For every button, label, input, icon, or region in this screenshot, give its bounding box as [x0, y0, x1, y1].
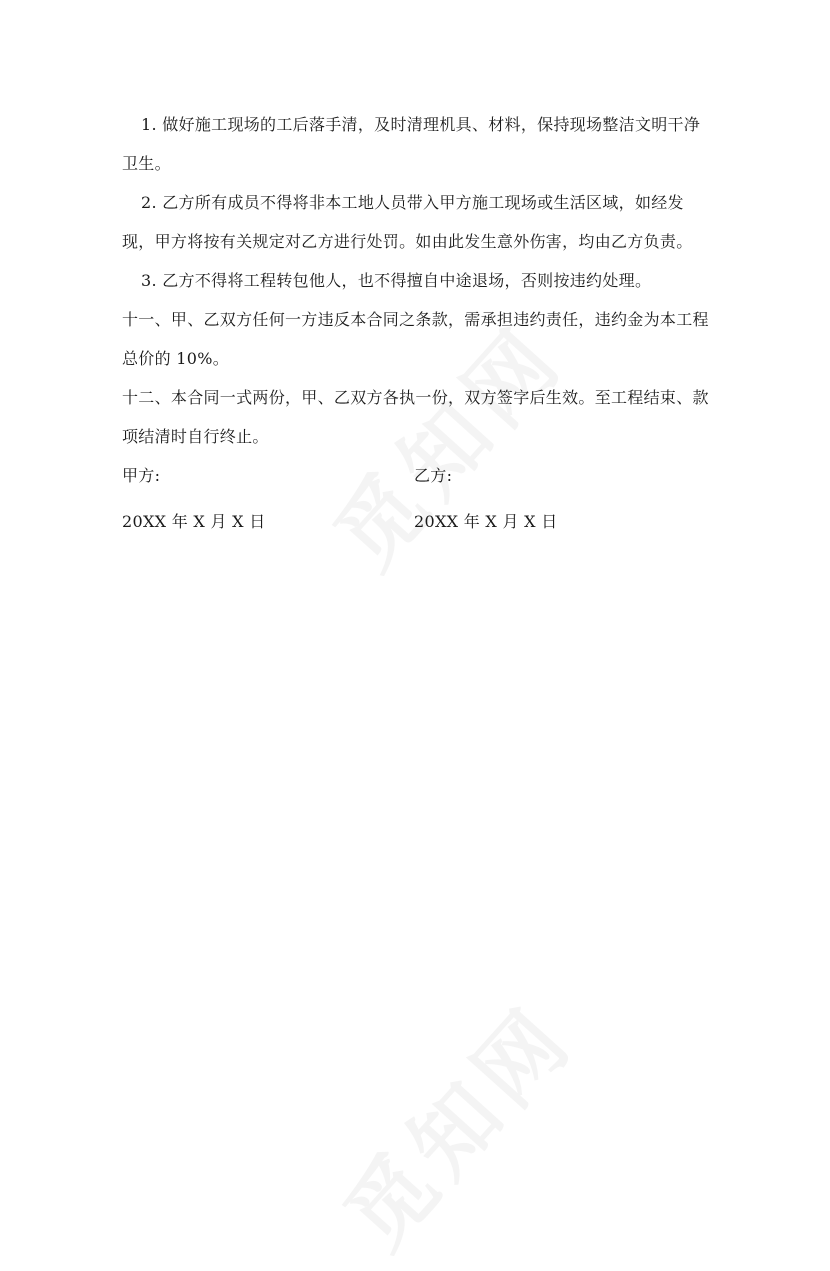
clause-item-1: 1. 做好施工现场的工后落手清，及时清理机具、材料，保持现场整洁文明干净卫生。 — [122, 115, 701, 173]
party-b-date: 20XX 年 X 月 X 日 — [414, 512, 558, 531]
clause-twelve: 十二、本合同一式两份，甲、乙双方各执一份，双方签字后生效。至工程结束、款项结清时自行终止。 — [122, 388, 709, 446]
clause-item-3: 3. 乙方不得将工程转包他人，也不得擅自中途退场，否则按违约处理。 — [141, 271, 652, 290]
clause-eleven: 十一、甲、乙双方任何一方违反本合同之条款，需承担违约责任，违约金为本工程总价的 10%。 — [122, 310, 709, 368]
document-body — [122, 105, 712, 541]
clause-item-2: 2. 乙方所有成员不得将非本工地人员带入甲方施工现场或生活区域，如经发现，甲方将按有关规定对乙方进行处罚。如由此发生意外伤害，均由乙方负责。 — [122, 193, 693, 251]
party-a-date: 20XX 年 X 月 X 日 — [122, 512, 266, 531]
signature-labels — [122, 456, 712, 495]
party-a-label: 甲方: — [122, 466, 161, 485]
party-b-label: 乙方: — [414, 466, 453, 485]
signature-dates — [122, 502, 712, 541]
watermark — [312, 974, 597, 1271]
